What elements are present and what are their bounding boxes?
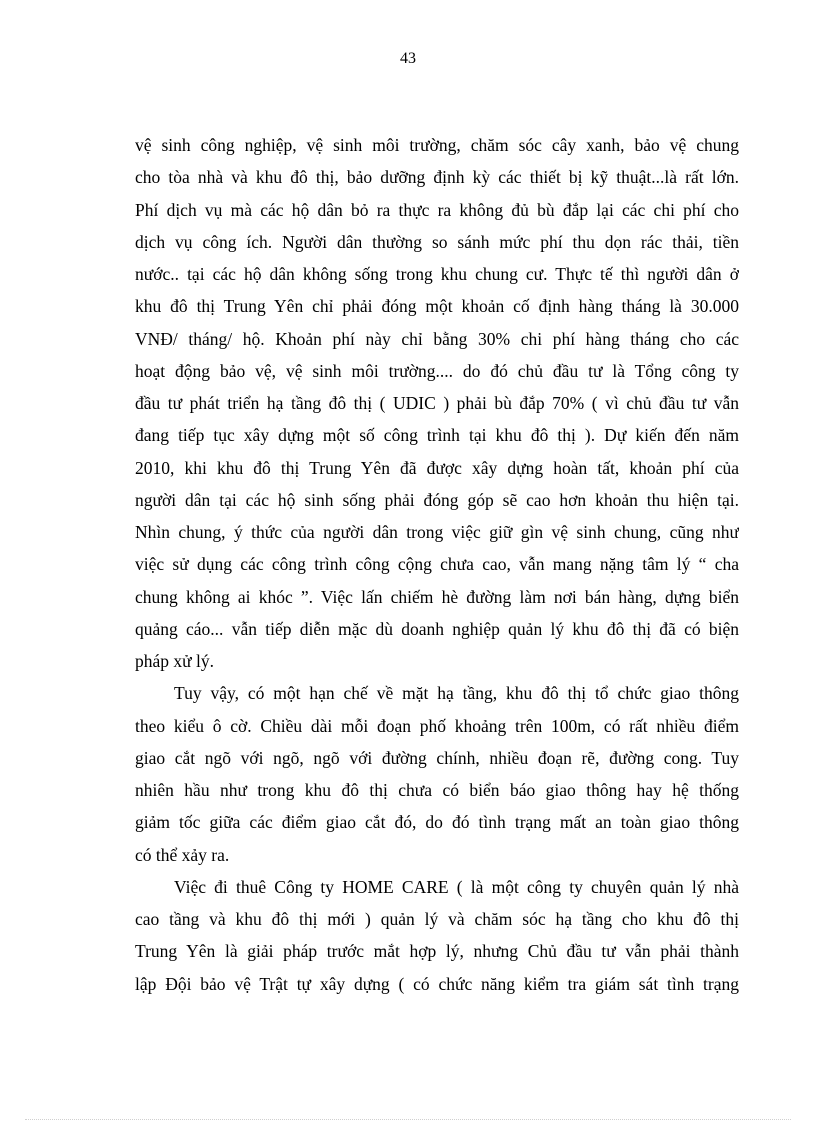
document-body	[135, 129, 739, 1000]
text-line: quảng cáo... vẫn tiếp diễn mặc dù doanh nghiệp quản lý khu đô thị đã có biện	[135, 618, 739, 639]
text-line: Phí dịch vụ mà các hộ dân bỏ ra thực ra không đủ bù đắp lại các chi phí cho	[135, 199, 739, 220]
text-line: Việc đi thuê Công ty HOME CARE ( là một công ty chuyên quản lý nhà	[174, 876, 739, 897]
text-line: Trung Yên là giải pháp trước mắt hợp lý, nhưng Chủ đầu tư vẫn phải thành	[135, 941, 739, 962]
text-line: việc sử dụng các công trình công cộng chưa cao, vẫn mang nặng tâm lý “ cha	[135, 554, 739, 575]
text-line: chung không ai khóc ”. Việc lấn chiếm hè đường làm nơi bán hàng, dựng biển	[135, 586, 739, 607]
text-line: Tuy vậy, có một hạn chế về mặt hạ tầng, khu đô thị tổ chức giao thông	[174, 683, 739, 704]
text-line: vệ sinh công nghiệp, vệ sinh môi trường, chăm sóc cây xanh, bảo vệ chung	[135, 135, 739, 155]
text-line: VNĐ/ tháng/ hộ. Khoản phí này chỉ bằng 30% chi phí hàng tháng cho các	[135, 328, 739, 349]
text-line: đang tiếp tục xây dựng một số công trình tại khu đô thị ). Dự kiến đến năm	[135, 425, 739, 446]
text-line: đầu tư phát triển hạ tầng đô thị ( UDIC ) phải bù đắp 70% ( vì chủ đầu tư vẫn	[135, 393, 739, 413]
text-line: có thể xảy ra.	[135, 844, 230, 865]
text-line: cho tòa nhà và khu đô thị, bảo dưỡng định kỳ các thiết bị kỹ thuật...là rất lớn.	[135, 167, 739, 188]
footer-divider	[25, 1119, 791, 1120]
text-line: cao tầng và khu đô thị mới ) quản lý và chăm sóc hạ tầng cho khu đô thị	[135, 909, 739, 929]
paragraph	[135, 677, 739, 871]
text-line: người dân tại các hộ sinh sống phải đóng góp sẽ cao hơn khoản thu hiện tại.	[135, 489, 739, 510]
page-number: 43	[400, 50, 416, 67]
text-line: khu đô thị Trung Yên chỉ phải đóng một khoản cố định hàng tháng là 30.000	[135, 296, 739, 317]
text-line: pháp xử lý.	[135, 651, 214, 671]
text-line: Nhìn chung, ý thức của người dân trong việc giữ gìn vệ sinh chung, cũng như	[135, 522, 739, 542]
text-line: dịch vụ công ích. Người dân thường so sánh mức phí thu dọn rác thải, tiền	[135, 231, 739, 252]
text-line: lập Đội bảo vệ Trật tự xây dựng ( có chức năng kiểm tra giám sát tình trạng	[135, 973, 739, 994]
paragraph	[135, 871, 739, 1000]
text-line: giảm tốc giữa các điểm giao cắt đó, do đó tình trạng mất an toàn giao thông	[135, 812, 739, 833]
text-line: nước.. tại các hộ dân không sống trong khu chung cư. Thực tế thì người dân ở	[135, 264, 739, 284]
text-line: 2010, khi khu đô thị Trung Yên đã được xây dựng hoàn tất, khoản phí của	[135, 457, 739, 478]
text-line: giao cắt ngõ với ngõ, ngõ với đường chính, nhiều đoạn rẽ, đường cong. Tuy	[135, 747, 739, 768]
paragraph	[135, 129, 739, 677]
text-line: hoạt động bảo vệ, vệ sinh môi trường.... do đó chủ đầu tư là Tổng công ty	[135, 360, 739, 381]
text-line: theo kiểu ô cờ. Chiều dài mỗi đoạn phố khoảng trên 100m, có rất nhiều điểm	[135, 715, 739, 736]
text-line: nhiên hầu như trong khu đô thị chưa có biển báo giao thông hay hệ thống	[135, 780, 739, 800]
